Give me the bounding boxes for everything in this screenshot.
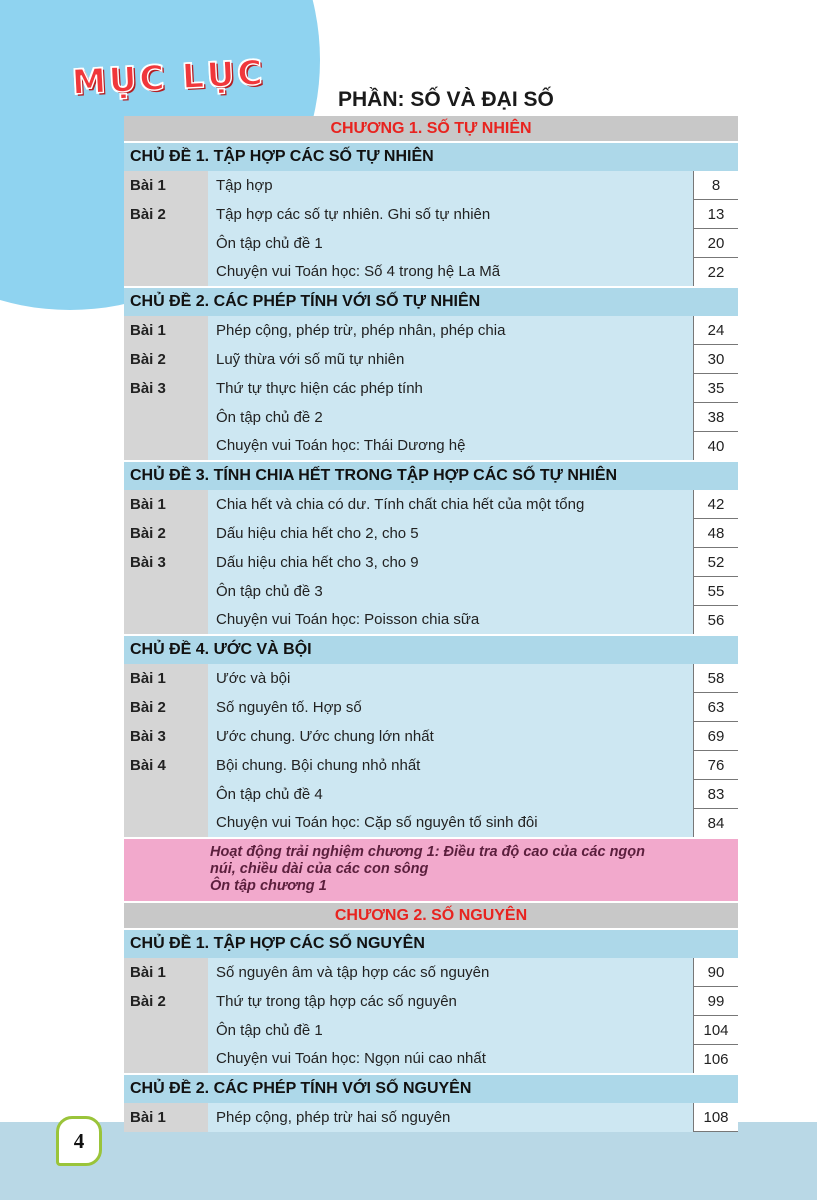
lesson-page: 30 [694,345,739,374]
lesson-number [124,809,208,839]
lesson-title: Thứ tự thực hiện các phép tính [208,374,694,403]
lesson-number [124,432,208,462]
lesson-row[interactable] [124,1016,738,1045]
lesson-title: Ôn tập chủ đề 4 [208,780,694,809]
lesson-row[interactable] [124,1045,738,1075]
lesson-row[interactable] [124,958,738,987]
lesson-row[interactable] [124,606,738,636]
topic-row[interactable] [124,461,738,490]
lesson-page: 106 [694,1045,739,1075]
topic-title: CHỦ ĐỀ 4. ƯỚC VÀ BỘI [124,635,738,664]
topic-title: CHỦ ĐỀ 2. CÁC PHÉP TÍNH VỚI SỐ TỰ NHIÊN [124,287,738,316]
activity-line: Ôn tập chương 1 [210,878,327,894]
page-title: MỤC LỤC [71,52,267,104]
lesson-number: Bài 1 [124,316,208,345]
lesson-page: 90 [694,958,739,987]
lesson-number: Bài 1 [124,958,208,987]
lesson-number [124,1045,208,1075]
lesson-title: Bội chung. Bội chung nhỏ nhất [208,751,694,780]
lesson-page: 58 [694,664,739,693]
chapter-activity [124,838,738,902]
topic-title: CHỦ ĐỀ 2. CÁC PHÉP TÍNH VỚI SỐ NGUYÊN [124,1074,738,1103]
lesson-page: 76 [694,751,739,780]
lesson-page: 99 [694,987,739,1016]
lesson-row[interactable] [124,374,738,403]
lesson-row[interactable] [124,432,738,462]
lesson-title: Phép cộng, phép trừ hai số nguyên [208,1103,694,1132]
lesson-page: 22 [694,258,739,288]
lesson-row[interactable] [124,809,738,839]
page-number-badge: 4 [56,1116,102,1166]
footer-band [0,1122,817,1200]
lesson-number: Bài 2 [124,693,208,722]
lesson-title: Tập hợp [208,171,694,200]
lesson-row[interactable] [124,258,738,288]
topic-title: CHỦ ĐỀ 3. TÍNH CHIA HẾT TRONG TẬP HỢP CÁC SỐ TỰ NHIÊN [124,461,738,490]
lesson-row[interactable] [124,229,738,258]
lesson-title: Dấu hiệu chia hết cho 3, cho 9 [208,548,694,577]
lesson-page: 84 [694,809,739,839]
lesson-title: Số nguyên âm và tập hợp các số nguyên [208,958,694,987]
lesson-title: Ôn tập chủ đề 2 [208,403,694,432]
lesson-title: Thứ tự trong tập hợp các số nguyên [208,987,694,1016]
lesson-page: 52 [694,548,739,577]
lesson-row[interactable] [124,403,738,432]
lesson-page: 20 [694,229,739,258]
lesson-page: 8 [694,171,739,200]
lesson-page: 35 [694,374,739,403]
lesson-row[interactable] [124,693,738,722]
lesson-page: 40 [694,432,739,462]
lesson-row[interactable] [124,490,738,519]
activity-line: Hoạt động trải nghiệm chương 1: Điều tra độ cao của các ngọn [210,844,645,860]
lesson-title: Phép cộng, phép trừ, phép nhân, phép chia [208,316,694,345]
lesson-page: 48 [694,519,739,548]
topic-title: CHỦ ĐỀ 1. TẬP HỢP CÁC SỐ NGUYÊN [124,929,738,958]
lesson-number: Bài 1 [124,664,208,693]
lesson-title: Ước và bội [208,664,694,693]
lesson-number [124,577,208,606]
lesson-number: Bài 2 [124,519,208,548]
lesson-row[interactable] [124,751,738,780]
topic-row[interactable] [124,287,738,316]
lesson-row[interactable] [124,548,738,577]
lesson-number: Bài 2 [124,987,208,1016]
lesson-page: 104 [694,1016,739,1045]
chapter-title: CHƯƠNG 2. SỐ NGUYÊN [124,902,738,929]
lesson-title: Chuyện vui Toán học: Poisson chia sữa [208,606,694,636]
topic-row[interactable] [124,635,738,664]
activity-line: núi, chiều dài của các con sông [210,861,429,877]
topic-row[interactable] [124,142,738,171]
toc-table [124,116,738,1132]
chapter-title: CHƯƠNG 1. SỐ TỰ NHIÊN [124,116,738,142]
lesson-number: Bài 3 [124,374,208,403]
lesson-title: Dấu hiệu chia hết cho 2, cho 5 [208,519,694,548]
lesson-title: Ôn tập chủ đề 3 [208,577,694,606]
lesson-row[interactable] [124,664,738,693]
lesson-page: 38 [694,403,739,432]
lesson-row[interactable] [124,345,738,374]
lesson-number: Bài 2 [124,345,208,374]
lesson-page: 63 [694,693,739,722]
lesson-row[interactable] [124,1103,738,1132]
lesson-row[interactable] [124,577,738,606]
lesson-number: Bài 3 [124,722,208,751]
lesson-number: Bài 1 [124,171,208,200]
lesson-number [124,229,208,258]
lesson-page: 56 [694,606,739,636]
lesson-row[interactable] [124,722,738,751]
lesson-title: Chuyện vui Toán học: Thái Dương hệ [208,432,694,462]
lesson-row[interactable] [124,780,738,809]
lesson-title: Ôn tập chủ đề 1 [208,1016,694,1045]
lesson-row[interactable] [124,987,738,1016]
lesson-number [124,258,208,288]
lesson-title: Chuyện vui Toán học: Ngọn núi cao nhất [208,1045,694,1075]
lesson-title: Ôn tập chủ đề 1 [208,229,694,258]
lesson-title: Ước chung. Ước chung lớn nhất [208,722,694,751]
lesson-page: 69 [694,722,739,751]
chapter-activity-row[interactable] [124,838,738,902]
lesson-number: Bài 1 [124,1103,208,1132]
lesson-title: Số nguyên tố. Hợp số [208,693,694,722]
lesson-number: Bài 1 [124,490,208,519]
lesson-row[interactable] [124,519,738,548]
lesson-title: Chuyện vui Toán học: Cặp số nguyên tố sinh đôi [208,809,694,839]
lesson-row[interactable] [124,171,738,200]
lesson-number [124,403,208,432]
lesson-row[interactable] [124,200,738,229]
topic-title: CHỦ ĐỀ 1. TẬP HỢP CÁC SỐ TỰ NHIÊN [124,142,738,171]
lesson-number [124,780,208,809]
lesson-title: Chia hết và chia có dư. Tính chất chia hết của một tổng [208,490,694,519]
topic-row[interactable] [124,1074,738,1103]
topic-row[interactable] [124,929,738,958]
lesson-title: Chuyện vui Toán học: Số 4 trong hệ La Mã [208,258,694,288]
lesson-row[interactable] [124,316,738,345]
lesson-number: Bài 2 [124,200,208,229]
chapter-row[interactable] [124,902,738,929]
lesson-page: 13 [694,200,739,229]
lesson-number: Bài 3 [124,548,208,577]
chapter-row[interactable] [124,116,738,142]
lesson-page: 42 [694,490,739,519]
lesson-title: Luỹ thừa với số mũ tự nhiên [208,345,694,374]
lesson-page: 108 [694,1103,739,1132]
lesson-page: 24 [694,316,739,345]
part-heading: PHẦN: SỐ VÀ ĐẠI SỐ [338,88,554,111]
lesson-number: Bài 4 [124,751,208,780]
lesson-title: Tập hợp các số tự nhiên. Ghi số tự nhiên [208,200,694,229]
lesson-number [124,606,208,636]
lesson-page: 55 [694,577,739,606]
lesson-number [124,1016,208,1045]
lesson-page: 83 [694,780,739,809]
